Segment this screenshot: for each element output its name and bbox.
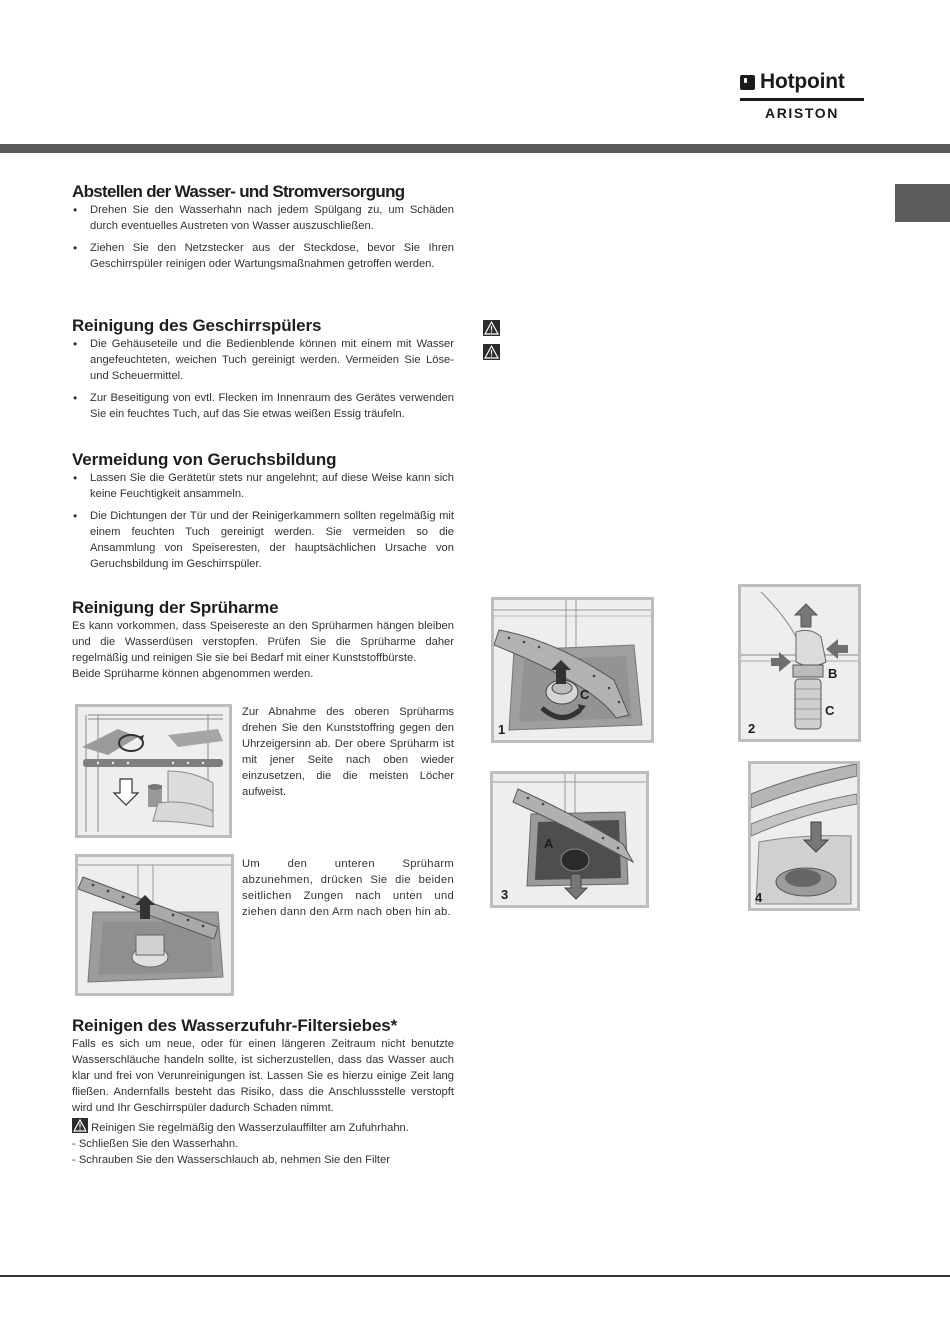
brand-sub: ARISTON [765, 105, 839, 121]
section-cleaning [72, 316, 454, 428]
filter-removal-4-illustration [751, 764, 857, 908]
figure-1-number: 1 [498, 722, 506, 737]
figure-4-number: 4 [755, 890, 763, 905]
figure-2-label-b: B [828, 666, 838, 681]
section-water-power [72, 182, 454, 278]
bullet-item: • Die Dichtungen der Tür und der Reinigerkammern sollten regelmäßig mit einem feuchten Tuch gereinigt werden. Sie vermeiden so die Ansammlung von Speiseresten, der hauptsächlichen Ursache von Geruchsbildung im Geschirrspüler. [72, 508, 454, 572]
figure-3-number: 3 [501, 887, 509, 902]
figure-1 [491, 597, 654, 743]
section-odour [72, 450, 454, 578]
bullet-list [72, 202, 454, 272]
bullet-item: • Die Gehäuseteile und die Bedienblende können mit einem mit Wasser angefeuchteten, weichen Tuch gereinigt werden. Vermeiden Sie Löse- und Scheuermittel. [72, 336, 454, 384]
bullet-list [72, 470, 454, 572]
figure-2-number: 2 [748, 721, 756, 736]
filter-removal-2-illustration [741, 587, 858, 739]
warning-icon [483, 344, 500, 360]
bullet-item: • Drehen Sie den Wasserhahn nach jedem Spülgang zu, um Schäden durch eventuelles Austreten von Wasser auszuschließen. [72, 202, 454, 234]
lower-spray-arm-illustration [78, 857, 231, 993]
hotpoint-mark-icon [740, 75, 755, 90]
figure-lower-spray-arm [75, 854, 234, 996]
brand-logo [740, 70, 864, 121]
bullet-item: • Lassen Sie die Gerätetür stets nur angelehnt; auf diese Weise kann sich keine Feuchtigkeit ansammeln. [72, 470, 454, 502]
logo-hotpoint [740, 70, 864, 94]
section-title: Reinigung der Sprüharme [72, 598, 279, 617]
figure-3-label: A [544, 836, 554, 851]
section-title: Abstellen der Wasser- und Stromversorgung [72, 182, 405, 201]
upper-spray-arm-text: Zur Abnahme des oberen Sprüharms drehen Sie den Kunststoffring gegen den Uhrzeigersinn ab. Der obere Sprüharm ist mit jener Seite nach oben wieder einzusetzen, die die meisten Löcher aufweist. [242, 706, 454, 798]
footer-line [0, 1275, 950, 1277]
figure-3 [490, 771, 649, 908]
lower-spray-arm-text: Um den unteren Sprüharm abzunehmen, drücken Sie die beiden seitlichen Zungen nach unten und ziehen dann den Arm nach oben hin ab. [242, 858, 454, 918]
warning-icon [72, 1118, 88, 1133]
figure-upper-spray-arm [75, 704, 232, 838]
bullet-list [72, 336, 454, 422]
figure-1-label: C [580, 687, 590, 702]
filter-step-2: - Schrauben Sie den Wasserschlauch ab, nehmen Sie den Filter [72, 1154, 390, 1166]
warning-icon [483, 320, 500, 336]
figure-4 [748, 761, 860, 911]
filter-body: Falls es sich um neue, oder für einen längeren Zeitraum nicht benutzte Wasserschläuche handeln sollte, ist sicherzustellen, dass das Wasser auch klar und frei von Verunreinigungen ist. Lassen Sie es hierzu einige Zeit lang fließen. Andernfalls besteht das Risiko, dass die Anschlussstelle verstopft wird und Ihr Geschirrspüler dadurch Schaden nimmt. [72, 1038, 454, 1114]
section-title: Reinigen des Wasserzufuhr-Filtersiebes* [72, 1016, 398, 1035]
bullet-item: • Ziehen Sie den Netzstecker aus der Steckdose, bevor Sie Ihren Geschirrspüler reinigen oder Wartungsmaßnahmen getroffen werden. [72, 240, 454, 272]
figure-2-label-c: C [825, 703, 835, 718]
filter-removal-1-illustration [494, 600, 651, 740]
upper-spray-arm-illustration [78, 707, 229, 835]
section-title: Reinigung des Geschirrspülers [72, 316, 322, 335]
filter-removal-3-illustration [493, 774, 646, 905]
section-filter [72, 1016, 454, 1168]
bullet-item: • Zur Beseitigung von evtl. Flecken im Innenraum des Gerätes verwenden Sie ein feuchtes Tuch, auf das Sie etwas weißen Essig träufeln. [72, 390, 454, 422]
figure-2 [738, 584, 861, 742]
filter-warning [72, 1118, 454, 1136]
filter-warning-text: Reinigen Sie regelmäßig den Wasserzulauffilter am Zufuhrhahn. [88, 1122, 409, 1134]
section-title: Vermeidung von Geruchsbildung [72, 450, 337, 469]
brand-name: Hotpoint [760, 70, 845, 93]
side-tab [895, 184, 950, 222]
section-spray-arms [72, 598, 454, 682]
header-bar [0, 144, 950, 153]
logo-divider [740, 98, 864, 101]
section-intro: Es kann vorkommen, dass Speisereste an den Sprüharmen hängen bleiben und die Wasserdüsen verstopfen. Prüfen Sie die Sprüharme daher regelmäßig und reinigen Sie sie bei Bedarf mit einer Kunststoffbürste. [72, 620, 454, 664]
section-intro-2: Beide Sprüharme können abgenommen werden. [72, 668, 314, 680]
filter-step-1: - Schließen Sie den Wasserhahn. [72, 1138, 239, 1150]
